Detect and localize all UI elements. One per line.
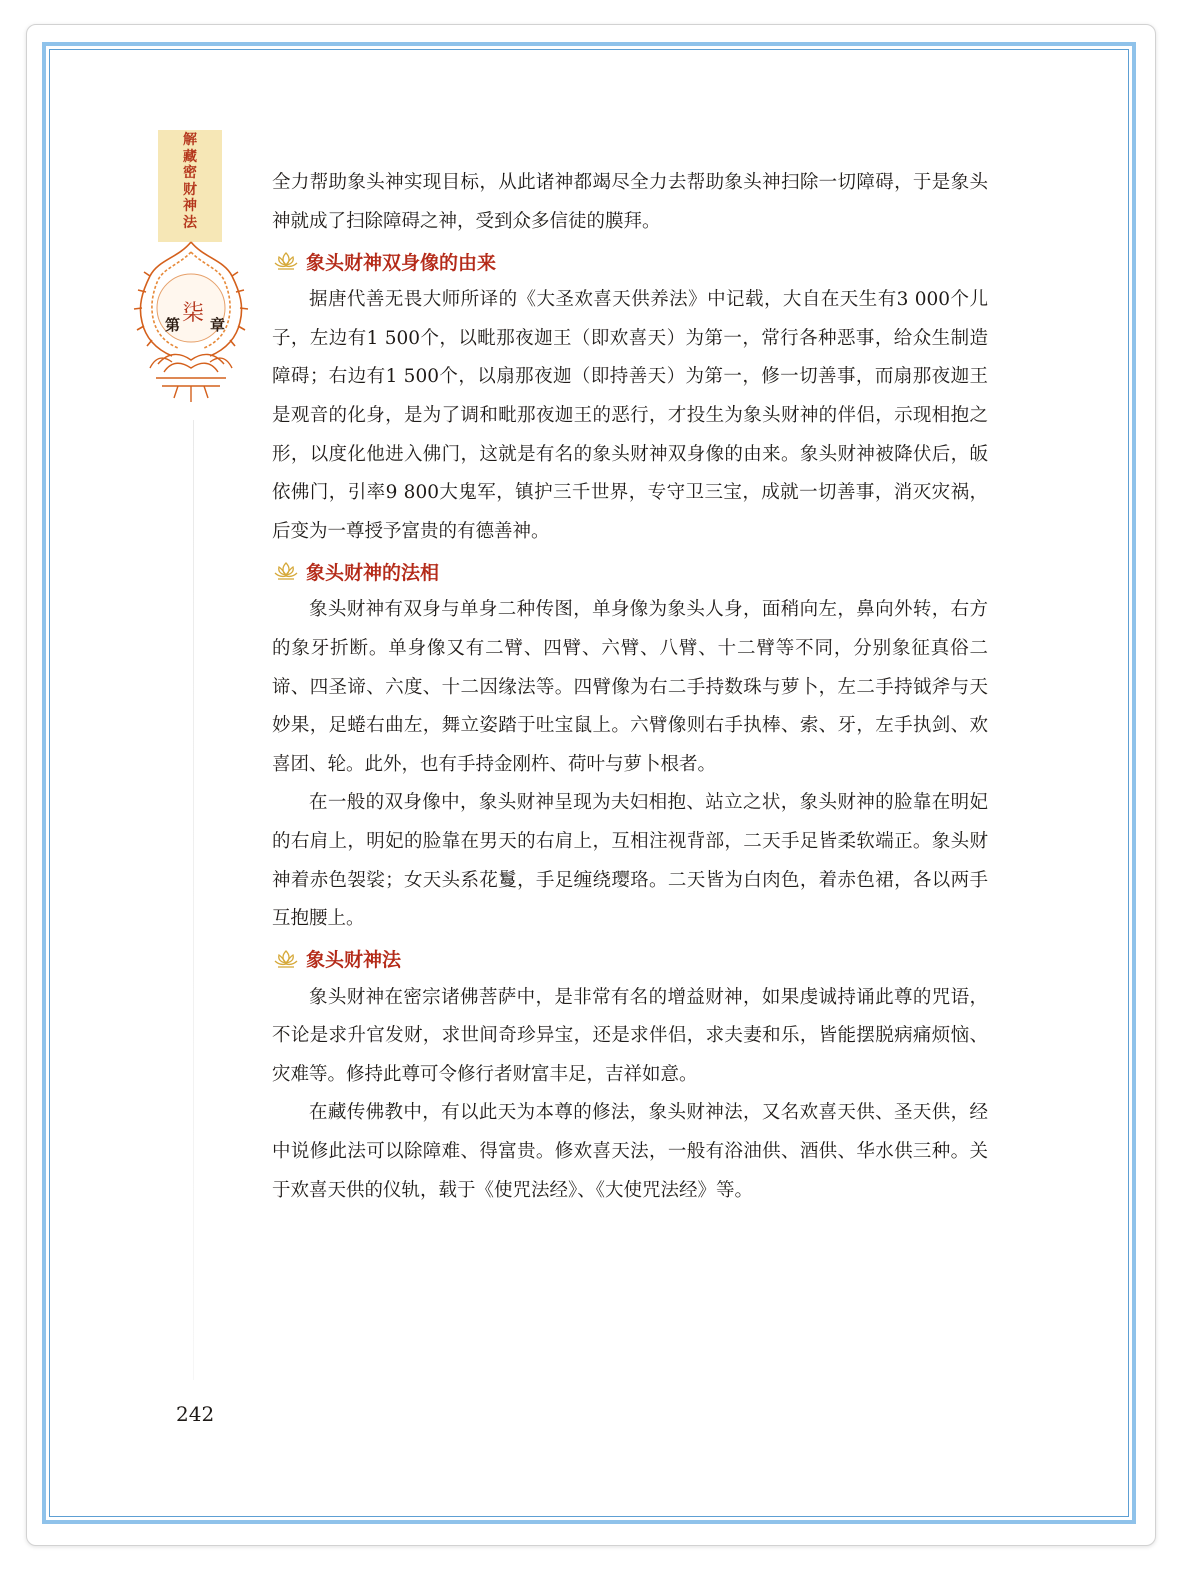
body-paragraph: 据唐代善无畏大师所译的《大圣欢喜天供养法》中记载，大自在天生有3 000个儿子，左边有1 500个，以毗那夜迦王（即欢喜天）为第一，常行各种恶事，给众生制造障碍；右边有1 500个，以扇那夜迦（即持善天）为第一，修一切善事，而扇那夜迦王是观音的化身，是为了调和毗那夜迦王的恶行，才投生为象头财神的伴侣，示现相抱之形，以度化他进入佛门，这就是有名的象头财神双身像的由来。象头财神被降伏后，皈依佛门，引率9 800大鬼军，镇护三千世界，专守卫三宝，成就一切善事，消灭灾祸，后变为一尊授予富贵的有德善神。: [272, 289, 988, 542]
section-heading: [272, 241, 988, 281]
section-heading-text: 象头财神双身像的由来: [306, 251, 497, 274]
book-title-char: 密: [183, 165, 197, 181]
main-text: [272, 164, 988, 1210]
intro-paragraph: 全力帮助象头神实现目标，从此诸神都竭尽全力去帮助象头神扫除一切障碍，于是象头神就成了扫除障碍之神，受到众多信徒的膜拜。: [272, 172, 988, 232]
chapter-label: [160, 296, 240, 332]
lotus-icon: [272, 561, 300, 581]
section-heading-text: 象头财神的法相: [306, 561, 440, 584]
book-title-char: 神: [183, 198, 197, 214]
chapter-prefix: 第: [165, 316, 181, 334]
section-heading: [272, 551, 988, 591]
book-title-char: 财: [183, 181, 197, 198]
lotus-icon: [272, 251, 300, 271]
body-paragraph: 象头财神在密宗诸佛菩萨中，是非常有名的增益财神，如果虔诚持诵此尊的咒语，不论是求升官发财，求世间奇珍异宝，还是求伴侣，求夫妻和乐，皆能摆脱病痛烦恼、灾难等。修持此尊可令修行者财富丰足，吉祥如意。: [272, 986, 988, 1085]
book-title-char: 藏: [183, 148, 197, 165]
lotus-icon: [272, 949, 300, 969]
chapter-number: 柒: [182, 301, 205, 326]
margin-rule: [193, 420, 194, 1380]
body-paragraph: 在一般的双身像中，象头财神呈现为夫妇相抱、站立之状，象头财神的脸靠在明妃的右肩上，明妃的脸靠在男天的右肩上，互相注视背部，二天手足皆柔软端正。象头财神着赤色袈裟；女天头系花鬘，手足缠绕璎珞。二天皆为白肉色，着赤色裙，各以两手互抱腰上。: [272, 792, 988, 930]
chapter-suffix: 章: [210, 316, 226, 334]
section-heading-text: 象头财神法: [306, 949, 402, 972]
section-heading: [272, 939, 988, 979]
body-paragraph: 象头财神有双身与单身二种传图，单身像为象头人身，面稍向左，鼻向外转，右方的象牙折断。单身像又有二臂、四臂、六臂、八臂、十二臂等不同，分别象征真俗二谛、四圣谛、六度、十二因缘法等。四臂像为右二手持数珠与萝卜，左二手持钺斧与天妙果，足蜷右曲左，舞立姿踏于吐宝鼠上。六臂像则右手执棒、索、牙，左手执剑、欢喜团、轮。此外，也有手持金刚杵、荷叶与萝卜根者。: [272, 599, 988, 775]
page-number: 242: [176, 1402, 215, 1426]
book-title-tab: [158, 130, 222, 242]
book-title-char: 法: [183, 214, 197, 231]
book-title-char: 解: [183, 132, 197, 148]
body-paragraph: 在藏传佛教中，有以此天为本尊的修法，象头财神法，又名欢喜天供、圣天供，经中说修此法可以除障难、得富贵。修欢喜天法，一般有浴油供、酒供、华水供三种。关于欢喜天供的仪轨，载于《使咒法经》、《大使咒法经》等。: [272, 1102, 988, 1201]
